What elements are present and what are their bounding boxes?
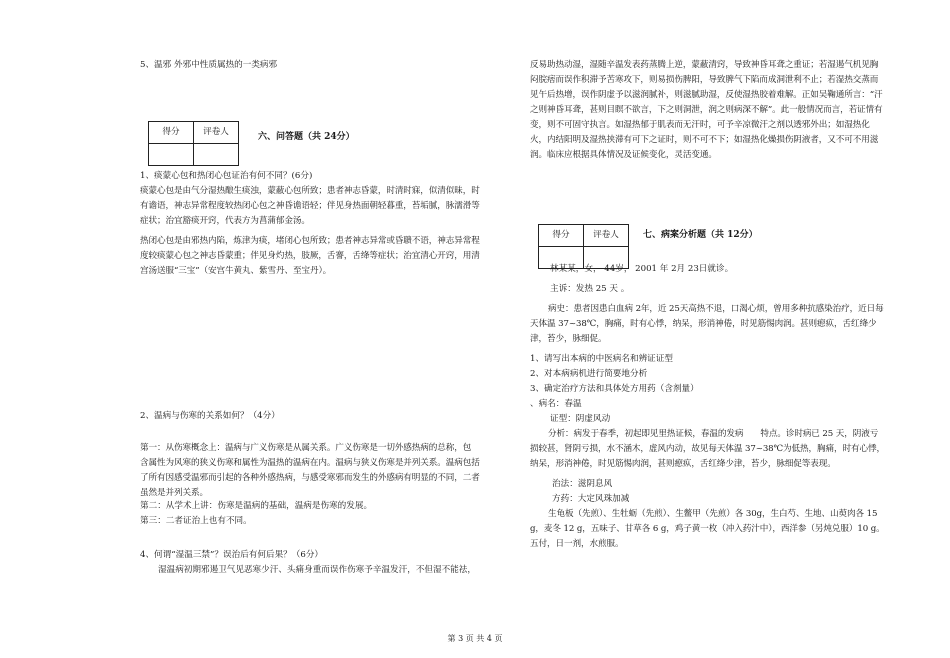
q5-answer: 5、温邪 外邪中性质属热的一类病邪: [140, 60, 278, 70]
q1-answer-para1: 痰蒙心包是由气分湿热酿生痰浊，蒙蔽心包所致；患者神志昏蒙，时清时寐，似清似昧，时有谵语，神志异常程度较热闭心包之神昏谵语轻；伴见身热面朝轻暮重，苔垢腻，脉濡滑等症状；治宜豁痰开窍，代表方为菖蒲郁金汤。: [140, 186, 480, 227]
task-3: 3、确定治疗方法和具体处方用药（含剂量）: [530, 384, 699, 394]
q2-answer-para1: 第一：从伤寒概念上：温病与广义伤寒是从属关系。广义伤寒是一切外感热病的总称，包 含属性为风寒的狭义伤寒和属性为温热的温病在内。温病与狭义伤寒是并列关系。温病包括了所有因感受温邪而引起的各种外感热病，与感受寒邪而发生的外感病有明显的不同，二者虽然是并列关系。: [140, 443, 480, 499]
score-cell: 得分: [149, 122, 194, 144]
answer-disease-name: 、病名：春温: [530, 399, 582, 409]
q1-answer-para2: 热闭心包是由邪热内陷，炼津为痰，堵闭心包所致；患者神志异常或昏聩不语，神志异常程度较痰蒙心包之神志昏蒙重；伴见身灼热，肢厥，舌謇，舌绛等症状；治宜清心开窍，用清宫汤送服“三宝”（安宫牛黄丸、紫雪丹、至宝丹）。: [140, 236, 480, 277]
q2-answer-para2: 第二：从学术上讲：伤寒是温病的基础，温病是伤寒的发展。: [140, 501, 373, 511]
treatment-method: 治法：滋阴息风: [552, 479, 613, 489]
section7-title: 七、病案分析题（共 12分）: [643, 230, 758, 240]
answer-analysis: 分析：病发于春季，初起即见里热证候，春温的发病 特点。诊时病已 25 天，阴液亏损较甚，肾阴亏损，水不涵木，虚风内动，故见每天体温 37~38℃为低热，胸痛，时有心悸，纳呆，形消神倦，时见筋惕肉润，甚则瘛疭，舌红绛少津，苔少，脉细促等表现。: [530, 429, 885, 470]
case-history: 病史：患者因患白血病 2年，近 25天高热不退，口渴心烦，曾用多种抗感染治疗，近日每天体温 37~38℃，胸痛，时有心悸，纳呆，形消神倦，时见筋惕肉润。甚则瘛疭，舌红绛少津，苔少，脉细促。: [530, 304, 884, 345]
grader-cell: 评卷人: [584, 225, 629, 247]
q2-answer-para3: 第三：二者证治上也有不同。: [140, 516, 252, 526]
formula-name: 方药：大定风珠加减: [552, 494, 630, 504]
task-2: 2、对本病病机进行简要地分析: [530, 369, 648, 379]
score-blank: [149, 144, 194, 166]
q4-answer-start: 湿温病初期邪遏卫气见恶寒少汗、头痛身重而误作伤寒予辛温发汗，不但湿不能祛，: [158, 565, 476, 575]
task-1: 1、请写出本病的中医病名和辨证证型: [530, 354, 673, 364]
page-number: 第 3 页 共 4 页: [447, 634, 503, 643]
q2-title: 2、温病与伤寒的关系如何？（4分）: [140, 411, 280, 421]
q1-title: 1、痰蒙心包和热闭心包证治有何不同？(6分): [140, 171, 313, 181]
q4-answer-continued: 反易助热动湿，湿随辛温发表药蒸腾上逆，蒙蔽清窍，导致神昏耳聋之重证；若湿遏气机见胸闷脘痞而误作积滞予苦寒攻下，则易损伤脾阳，导致脾气下陷而成洞泄利不止；若湿热交蒸而见午后热增，误作阴虚予以滋润腻补，则滋腻助湿，反使湿热胶着难解。正如吴鞠通所言：“汗之则神昏耳聋，甚则目瞑不欲言，下之则洞泄，润之则病深不解”。此一般情况而言，若证情有变，则不可固守执言。如湿热郁于肌表而无汗时，可予辛凉微汗之剂以透邪外出；如湿热化火，内结阳明及湿热挟滞有可下之证时，则不可不下；如湿热化燥损伤阴液者，又不可不用滋润。临床应根据具体情况及证候变化，灵活变通。: [530, 60, 883, 161]
section6-title: 六、问答题（共 24分）: [258, 132, 355, 142]
score-table-6: [148, 121, 239, 166]
score-cell: 得分: [539, 225, 584, 247]
grader-blank: [194, 144, 239, 166]
chief-complaint: 主诉：发热 25 天 。: [550, 284, 630, 294]
case-intro: 林某某，女， 44岁， 2001 年 2月 23日就诊。: [550, 264, 734, 274]
answer-syndrome: 证型：阴虚风动: [550, 414, 611, 424]
grader-cell: 评卷人: [194, 122, 239, 144]
q4-title: 4、何谓“湿温三禁”？误治后有何后果？（6分）: [140, 550, 324, 560]
herb-prescription: 生龟板（先煎）、生牡蛎（先煎）、生鳖甲（先煎）各 30g，生白芍、生地、山萸肉各 15 g，麦冬 12 g，五味子、甘草各 6 g，鸡子黄一枚（冲入药汁中），西洋参（另炖兑服）10 g。五付，日一剂，水煎服。: [530, 509, 885, 550]
